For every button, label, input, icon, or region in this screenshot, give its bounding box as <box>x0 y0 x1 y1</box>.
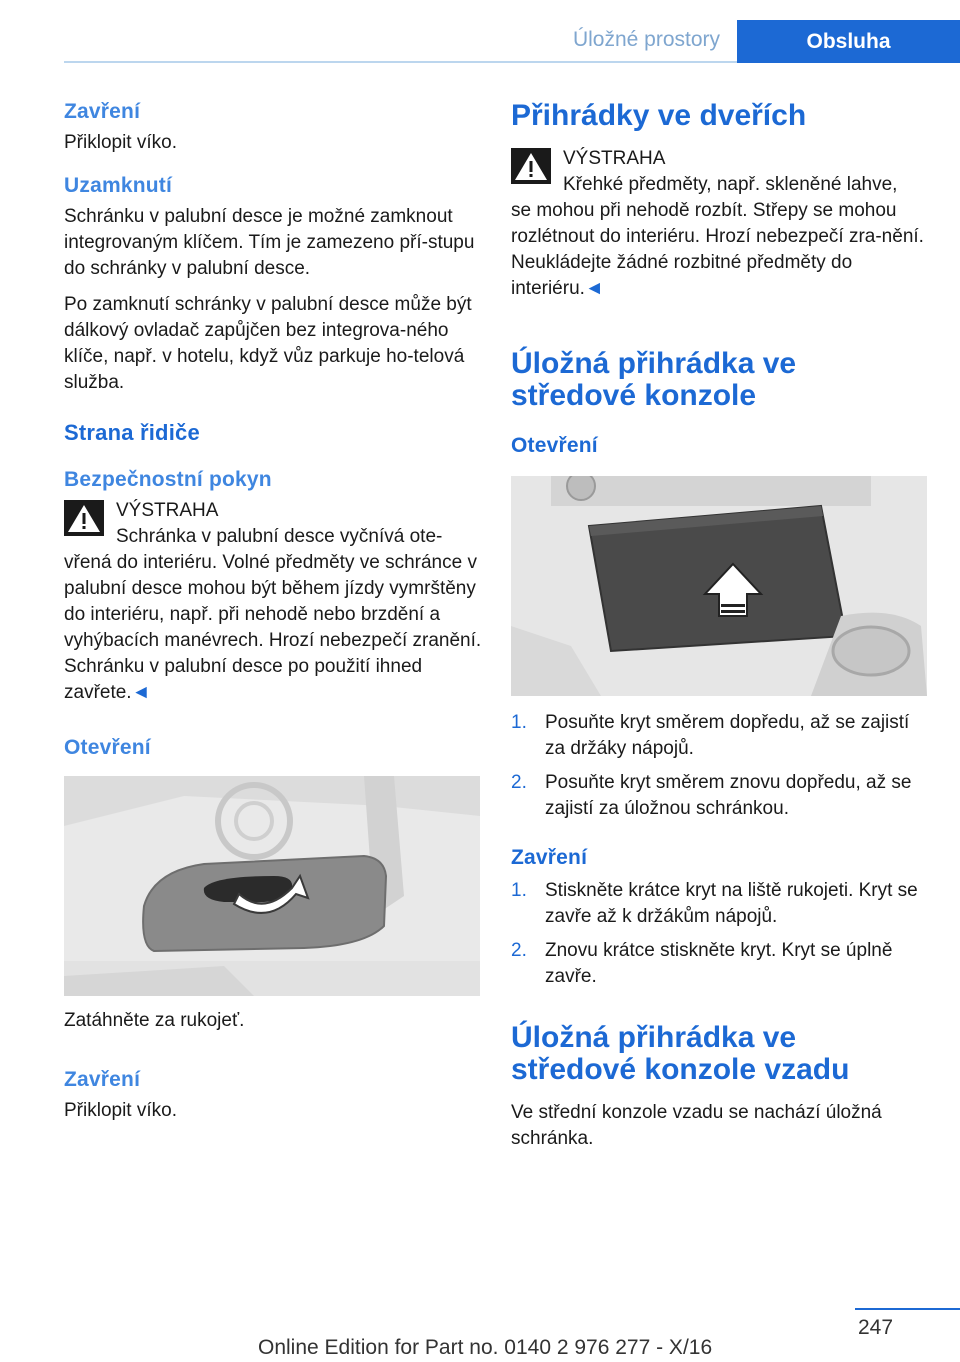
heading-closing-console: Zavření <box>511 846 588 869</box>
warning-text <box>64 524 482 706</box>
header-section-title: Úložné prostory <box>572 28 720 51</box>
edition-note: Online Edition for Part no. 0140 2 976 277 - X/16 <box>258 1336 713 1359</box>
heading-closing-2: Zavření <box>64 1068 141 1091</box>
text-rear-console: Ve střední konzole vzadu se nachází úložná schránka. <box>511 1102 882 1149</box>
caption-pull-handle: Zatáhněte za rukojeť. <box>64 1010 245 1031</box>
footer-rule <box>855 1308 960 1310</box>
text-locking-1: Schránku v palubní desce je možné zamknout integrovaným klíčem. Tím je zamezeno pří-stupu do schránky v palubní desce. <box>64 206 475 279</box>
text-locking-2: Po zamknutí schránky v palubní desce může být dálkový ovladač zapůjčen bez integrova-ného klíče, např. v hotelu, když vůz parkuje ho-telová služba. <box>64 294 472 393</box>
warning-line-first: Křehké předměty, např. skleněné lahve, <box>563 174 898 195</box>
console-illustration <box>511 476 927 696</box>
title-center-console-storage: Úložná přihrádka ve středové konzole <box>511 347 797 412</box>
warning-line-rest: vřená do interiéru. Volné předměty ve schránce v palubní desce mohou být během jízdy vymrštěny do interiéru, např. při nehodě nebo brzdění a vyhýbacích manévrech. Hrozí nebezpečí zranění. Schránku v palubní desce po použití ihned zavřete. <box>64 552 482 703</box>
title-rear-console-storage: Úložná přihrádka ve středové konzole vzadu <box>511 1021 850 1086</box>
list-item: 1. Posuňte kryt směrem dopředu, až se zajistí za držáky nápojů. <box>511 712 910 759</box>
glovebox-illustration <box>64 776 480 996</box>
heading-safety-note: Bezpečnostní pokyn <box>64 468 272 491</box>
end-mark: ◄ <box>584 278 604 299</box>
text-close-lid: Přiklopit víko. <box>64 132 177 153</box>
heading-opening: Otevření <box>64 736 151 759</box>
warning-line-first: Schránka v palubní desce vyčnívá ote- <box>116 526 443 547</box>
title-door-pockets: Přihrádky ve dveřích <box>511 99 807 132</box>
glovebox-illustration-svg <box>64 776 480 996</box>
warning-text <box>511 172 929 302</box>
warning-icon <box>511 148 551 184</box>
left-column <box>64 100 482 1134</box>
list-item: 2. Znovu krátce stiskněte kryt. Kryt se úplně zavře. <box>511 940 893 987</box>
closing-steps-list <box>511 878 929 990</box>
console-illustration-svg <box>511 476 927 696</box>
warning-block <box>64 498 482 706</box>
opening-steps-list <box>511 710 929 822</box>
heading-locking: Uzamknutí <box>64 174 172 197</box>
text-close-lid-2: Přiklopit víko. <box>64 1100 177 1121</box>
right-column <box>511 100 929 1162</box>
heading-opening-console: Otevření <box>511 434 598 457</box>
end-mark: ◄ <box>131 682 151 703</box>
warning-title: VÝSTRAHA <box>563 148 666 169</box>
warning-block-doors <box>511 146 929 302</box>
warning-title: VÝSTRAHA <box>116 500 219 521</box>
list-item: 1. Stiskněte krátce kryt na liště rukojeti. Kryt se zavře až k držákům nápojů. <box>511 880 918 927</box>
page-number: 247 <box>858 1316 894 1339</box>
heading-closing: Zavření <box>64 100 141 123</box>
heading-driver-side: Strana řidiče <box>64 420 200 445</box>
warning-icon <box>64 500 104 536</box>
header-chapter-tab[interactable]: Obsluha <box>737 20 960 63</box>
warning-line-rest: se mohou při nehodě rozbít. Střepy se mohou rozlétnout do interiéru. Hrozí nebezpečí zra-nění. Neukládejte žádné rozbitné předměty do interiéru. <box>511 200 924 299</box>
list-item: 2. Posuňte kryt směrem znovu dopředu, až se zajistí za úložnou schránkou. <box>511 772 912 819</box>
